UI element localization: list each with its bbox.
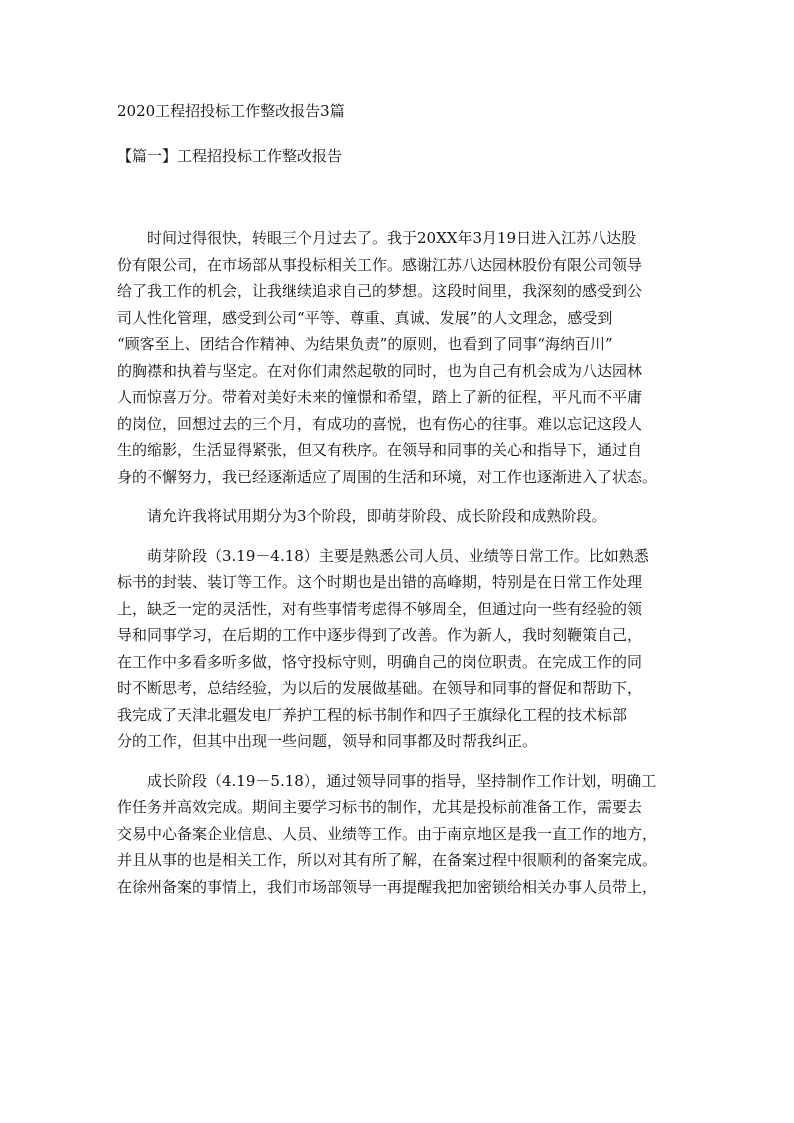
paragraph-line: 时不断思考，总结经验，为以后的发展做基础。在领导和同事的督促和帮助下， (117, 679, 643, 697)
paragraph-line: 分的工作，但其中出现一些问题，领导和同事都及时帮我纠正。 (117, 732, 538, 750)
section-heading: 【篇一】工程招投标工作整改报告 (117, 147, 343, 165)
paragraph-line: 我完成了天津北疆发电厂养护工程的标书制作和四子王旗绿化工程的技术标部 (117, 705, 628, 724)
paragraph-line: 司人性化管理，感受到公司“平等、尊重、真诚、发展”的人文理念，感受到 (117, 308, 613, 327)
paragraph-line: 标书的封装、装订等工作。这个时期也是出错的高峰期，特别是在日常工作处理 (117, 573, 643, 591)
paragraph-line: 时间过得很快，转眼三个月过去了。我于20XX年3月19日进入江苏八达股 (147, 229, 637, 247)
paragraph (117, 768, 683, 901)
body-text (117, 225, 683, 913)
paragraph-line: 身的不懈努力，我已经逐渐适应了周围的生活和环境，对工作也逐渐进入了状态。 (117, 467, 658, 486)
document-title: 2020工程招投标工作整改报告3篇 (117, 102, 345, 120)
paragraph-line: 请允许我将试用期分为3个阶段，即萌芽阶段、成长阶段和成熟阶段。 (147, 507, 607, 525)
paragraph-line: 交易中心备案企业信息、人员、业绩等工作。由于南京地区是我一直工作的地方， (117, 824, 658, 843)
paragraph-line: 作任务并高效完成。期间主要学习标书的制作，尤其是投标前准备工作，需要去 (117, 798, 643, 816)
paragraph-line: 在徐州备案的事情上，我们市场部领导一再提醒我把加密锁给相关办事人员带上， (117, 877, 658, 896)
paragraph-line: 萌芽阶段（3.19－4.18）主要是熟悉公司人员、业绩等日常工作。比如熟悉 (147, 546, 649, 565)
paragraph-line: 导和同事学习，在后期的工作中逐步得到了改善。作为新人，我时刻鞭策自己， (117, 626, 643, 644)
paragraph-line: 成长阶段（4.19－5.18），通过领导同事的指导，坚持制作工作计划，明确工 (147, 771, 657, 790)
paragraph (117, 503, 683, 530)
paragraph-line: 份有限公司，在市场部从事投标相关工作。感谢江苏八达园林股份有限公司领导 (117, 255, 643, 274)
paragraph-line: 在工作中多看多听多做，恪守投标守则，明确自己的岗位职责。在完成工作的同 (117, 652, 643, 671)
paragraph-line: 的岗位，回想过去的三个月，有成功的喜悦，也有伤心的往事。难以忘记这段人 (117, 414, 643, 433)
paragraph (117, 543, 683, 755)
paragraph-line: “顾客至上、团结合作精神、为结果负责”的原则，也看到了同事“海纳百川” (117, 335, 613, 353)
paragraph-line: 人而惊喜万分。带着对美好未来的憧憬和希望，踏上了新的征程，平凡而不平庸 (117, 388, 643, 406)
paragraph-line: 生的缩影，生活显得紧张，但又有秩序。在领导和同事的关心和指导下，通过自 (117, 441, 643, 459)
paragraph-line: 上，缺乏一定的灵活性，对有些事情考虑得不够周全，但通过向一些有经验的领 (117, 599, 643, 618)
paragraph-line: 的胸襟和执着与坚定。在对你们肃然起敬的同时，也为自己有机会成为八达园林 (117, 361, 643, 380)
paragraph-line: 给了我工作的机会，让我继续追求自己的梦想。这段时间里，我深刻的感受到公 (117, 282, 643, 300)
paragraph-line: 并且从事的也是相关工作，所以对其有所了解，在备案过程中很顺利的备案完成。 (117, 851, 658, 869)
paragraph (117, 225, 683, 490)
